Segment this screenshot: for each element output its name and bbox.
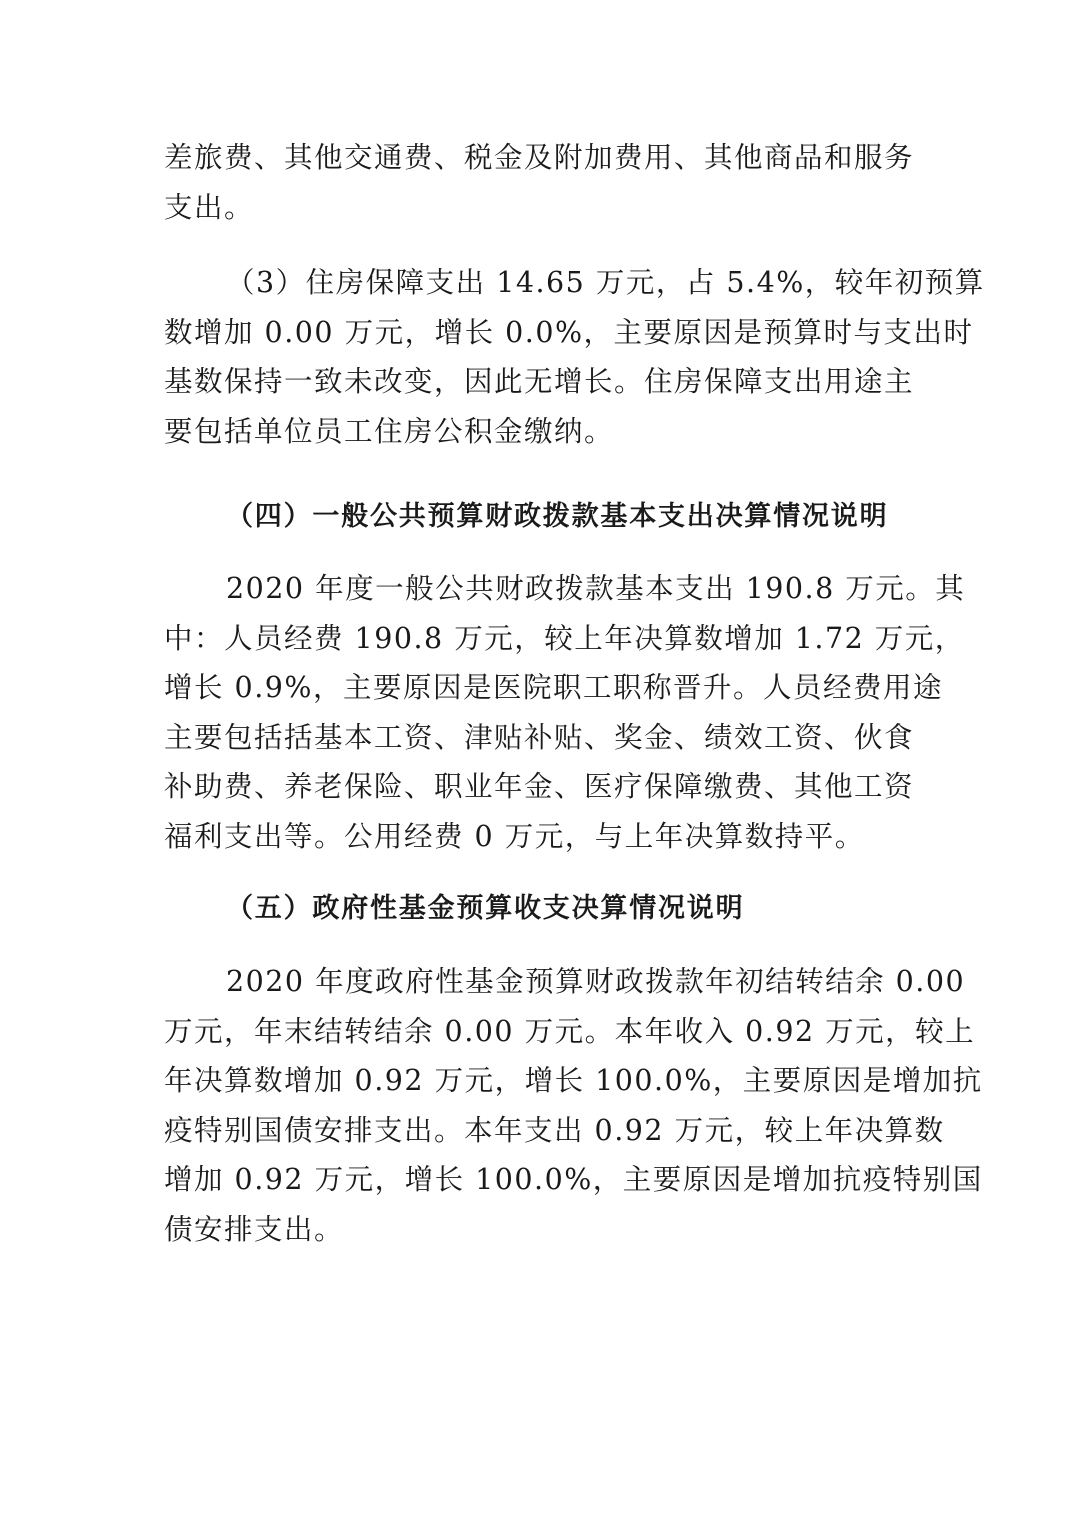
paragraph-housing-expenditure [164,258,985,456]
paragraph-government-fund [164,957,983,1254]
text-line: 要包括单位员工住房公积金缴纳。 [164,414,615,448]
paragraph-basic-expenditure [164,564,966,861]
heading-text: （四）一般公共预算财政拨款基本支出决算情况说明 [226,501,889,532]
text-line: 年决算数增加 0.92 万元，增长 100.0%，主要原因是增加抗 [164,1064,983,1097]
text-line: 基数保持一致未改变，因此无增长。住房保障支出用途主 [164,365,915,398]
heading-text: （五）政府性基金预算收支决算情况说明 [226,893,745,924]
text-line: 2020 年度一般公共财政拨款基本支出 190.8 万元。其 [226,572,966,605]
section-heading-five [164,884,916,934]
text-line: 中：人员经费 190.8 万元，较上年决算数增加 1.72 万元， [164,621,965,655]
text-line: 数增加 0.00 万元，增长 0.0%，主要原因是预算时与支出时 [164,315,974,349]
text-line: 增加 0.92 万元，增长 100.0%，主要原因是增加抗疫特别国 [164,1163,983,1196]
text-line: 补助费、养老保险、职业年金、医疗保障缴费、其他工资 [164,770,915,803]
text-line: 主要包括括基本工资、津贴补贴、奖金、绩效工资、伙食 [164,720,915,754]
text-line: 万元，年末结转结余 0.00 万元。本年收入 0.92 万元，较上 [164,1014,976,1048]
text-line: 2020 年度政府性基金预算财政拨款年初结转结余 0.00 [226,965,966,998]
text-line: 福利支出等。公用经费 0 万元，与上年决算数持平。 [164,819,865,853]
text-line: （3）住房保障支出 14.65 万元，占 5.4%，较年初预算 [226,266,985,299]
text-line: 差旅费、其他交通费、税金及附加费用、其他商品和服务 [164,141,915,174]
section-heading-four [164,492,916,542]
text-line: 增长 0.9%，主要原因是医院职工职称晋升。人员经费用途 [164,671,943,704]
text-line: 支出。 [164,190,255,224]
paragraph-continuation [164,133,916,232]
text-line: 疫特别国债安排支出。本年支出 0.92 万元，较上年决算数 [164,1113,945,1147]
text-line: 债安排支出。 [164,1212,345,1246]
